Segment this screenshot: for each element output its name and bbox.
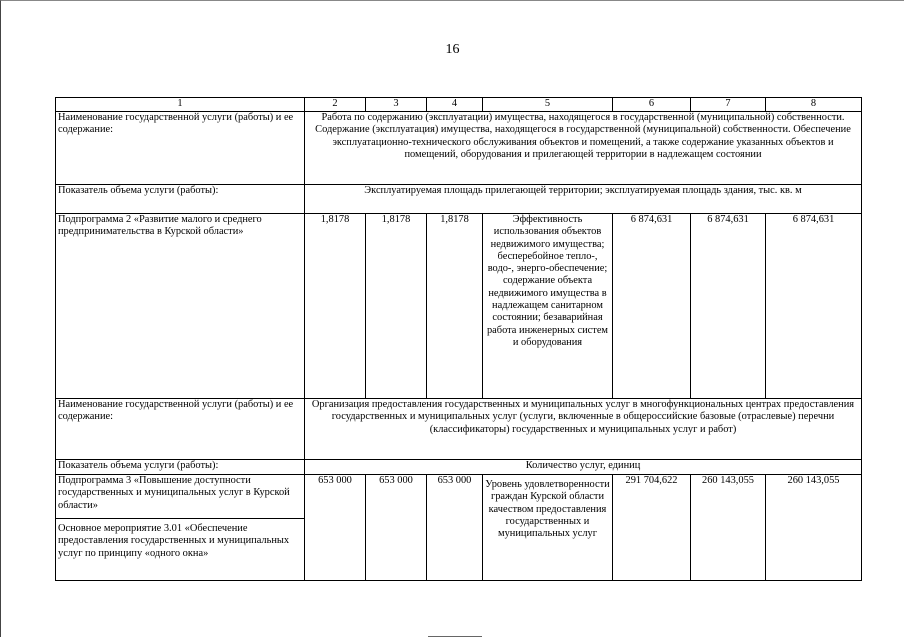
- header-col-7: 7: [691, 98, 766, 112]
- subprogram-2-col-8: 6 874,631: [766, 214, 862, 399]
- service-name-row-2: [56, 399, 862, 460]
- subprogram-3-title: Подпрограмма 3 «Повышение доступности государственных и муниципальных услуг в Курской области»: [56, 475, 305, 519]
- indicator-label-2: Показатель объема услуги (работы):: [56, 460, 305, 475]
- service-name-label-2: Наименование государственной услуги (работы) и ее содержание:: [56, 399, 305, 460]
- indicator-label: Показатель объема услуги (работы):: [56, 185, 305, 214]
- subprogram-3-col-3: 653 000: [366, 475, 427, 581]
- service-content-text: Содержание (эксплуатация) имущества, находящегося в государственной (муниципальной) собственности. Обеспечение эксплуатационно-технического обслуживания объектов и помещений, а также содержание указанных объектов и помещений, оборудования и прилегающей территории в надлежащем состоянии: [315, 124, 851, 160]
- subprogram-2-col-2: 1,8178: [305, 214, 366, 399]
- services-table: [55, 97, 862, 581]
- service-name-value-2: Организация предоставления государственных и муниципальных услуг в многофункциональных центрах предоставления государственных и муниципальных услуг (услуги, включенные в общероссийские базовые (отраслевые) перечни (классификаторы) государственных и муниципальных услуг и работ): [305, 399, 862, 460]
- subprogram-3-col-7: 260 143,055: [691, 475, 766, 581]
- service-name-label: Наименование государственной услуги (работы) и ее содержание:: [56, 112, 305, 185]
- subprogram-3-col-4: 653 000: [427, 475, 483, 581]
- subprogram-3-col-8: 260 143,055: [766, 475, 862, 581]
- header-col-2: 2: [305, 98, 366, 112]
- indicator-row-2: [56, 460, 862, 475]
- subprogram-3-row: [56, 475, 862, 519]
- subprogram-3-col-2: 653 000: [305, 475, 366, 581]
- subprogram-2-col-6: 6 874,631: [613, 214, 691, 399]
- subprogram-3-col-5: Уровень удовлетворенности граждан Курской области качеством предоставления государственных и муниципальных услуг: [483, 475, 613, 581]
- indicator-value: Эксплуатируемая площадь прилегающей территории; эксплуатируемая площадь здания, тыс. кв. м: [305, 185, 862, 214]
- subprogram-2-col-4: 1,8178: [427, 214, 483, 399]
- activity-3-01-title: Основное мероприятие 3.01 «Обеспечение предоставления государственных и муниципальных услуг по принципу «одного окна»: [56, 519, 305, 581]
- header-col-4: 4: [427, 98, 483, 112]
- service-name-row-1: [56, 112, 862, 185]
- service-name-text: Работа по содержанию (эксплуатации) имущества, находящегося в государственной (муниципальной) собственности.: [321, 112, 845, 123]
- subprogram-2-row: [56, 214, 862, 399]
- header-col-1: 1: [56, 98, 305, 112]
- subprogram-2-col-5: Эффективность использования объектов недвижимого имущества; бесперебойное тепло-, водо-, энерго-обеспечение; содержание объекта недвижимого имущества в надлежащем санитарном состоянии; безаварийная работа инженерных систем и оборудования: [483, 214, 613, 399]
- subprogram-3-col-6: 291 704,622: [613, 475, 691, 581]
- header-col-3: 3: [366, 98, 427, 112]
- service-name-value: [305, 112, 862, 185]
- indicator-row-1: [56, 185, 862, 214]
- header-col-8: 8: [766, 98, 862, 112]
- header-row: [56, 98, 862, 112]
- header-col-6: 6: [613, 98, 691, 112]
- indicator-value-2: Количество услуг, единиц: [305, 460, 862, 475]
- bottom-rule: [428, 636, 482, 637]
- subprogram-2-title: Подпрограмма 2 «Развитие малого и среднего предпринимательства в Курской области»: [56, 214, 305, 399]
- page-number: 16: [445, 42, 460, 57]
- subprogram-2-col-3: 1,8178: [366, 214, 427, 399]
- header-col-5: 5: [483, 98, 613, 112]
- subprogram-2-col-7: 6 874,631: [691, 214, 766, 399]
